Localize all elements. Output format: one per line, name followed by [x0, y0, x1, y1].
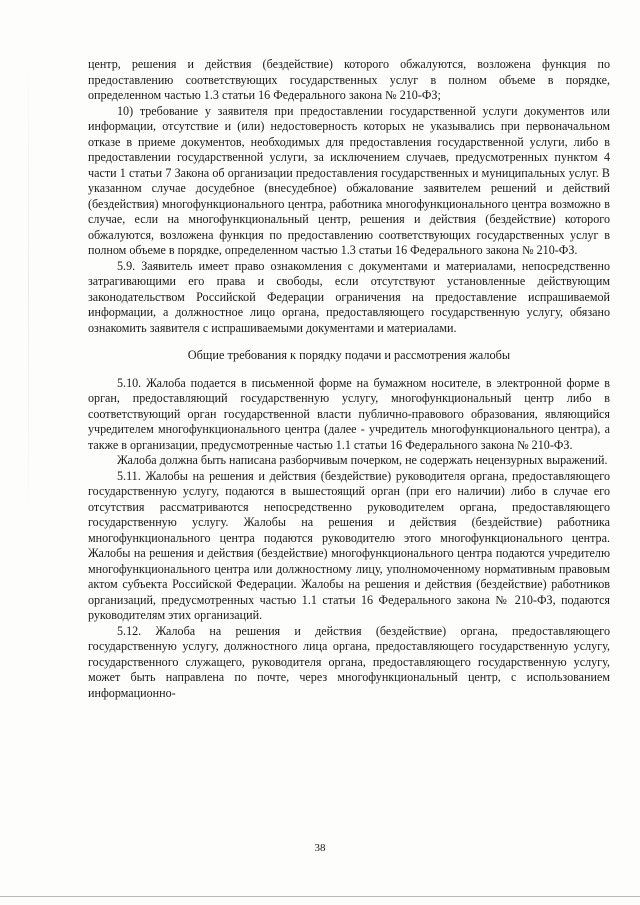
- scan-shadow: [28, 40, 29, 870]
- section-heading: Общие требования к порядку подачи и рассмотрения жалобы: [187, 348, 511, 362]
- document-body: [88, 57, 610, 701]
- paragraph-5-11: 5.11. Жалобы на решения и действия (бездействие) руководителя органа, предоставляющего государственную услугу, подаются в вышестоящий орган (при его наличии) либо в случае его отсутствия рассматриваются непосредственно руководителем органа, предоставляющего государственную услугу. Жалобы на решения и действия (бездействие) работника многофункционального центра подаются руководителю этого многофункционального центра. Жалобы на решения и действия (бездействие) многофункционального центра подаются учредителю многофункционального центра или должностному лицу, уполномоченному нормативным правовым актом субъекта Российской Федерации. Жалобы на решения и действия (бездействие) работников организаций, предусмотренных частью 1.1 статьи 16 Федерального закона № 210-ФЗ, подаются руководителям этих организаций.: [88, 468, 610, 622]
- paragraph-5-12: 5.12. Жалоба на решения и действия (бездействие) органа, предоставляющего государственную услугу, должностного лица органа, предоставляющего государственную услугу, государственного служащего, руководителя органа, предоставляющего государственную услугу, может быть направлена по почте, через многофункциональный центр, с использованием информационно-: [88, 623, 610, 700]
- paragraph-5-10: 5.10. Жалоба подается в письменной форме на бумажном носителе, в электронной форме в орган, предоставляющий государственную услугу, многофункциональный центр либо в соответствующий орган государственной власти публично-правового образования, являющийся учредителем многофункционального центра (далее - учредитель многофункционального центра), а также в организации, предусмотренные частью 1.1 статьи 16 Федерального закона № 210-ФЗ.: [88, 375, 610, 452]
- paragraph-item-10: 10) требование у заявителя при предоставлении государственной услуги документов или информации, отсутствие и (или) недостоверность которых не указывались при первоначальном отказе в приеме документов, необходимых для предоставления государственной услуги, либо в предоставлении государственной услуги, за исключением случаев, предусмотренных пунктом 4 части 1 статьи 7 Закона об организации предоставления государственных и муниципальных услуг. В указанном случае досудебное (внесудебное) обжалование заявителем решений и действий (бездействия) многофункционального центра, работника многофункционального центра возможно в случае, если на многофункциональный центр, решения и действия (бездействие) которого обжалуются, возложена функция по предоставлению соответствующих государственных услуг в полном объеме в порядке, определенном частью 1.3 статьи 16 Федерального закона № 210-ФЗ.: [88, 103, 610, 257]
- paragraph-5-9: 5.9. Заявитель имеет право ознакомления с документами и материалами, непосредственно затрагивающими его права и свободы, если отсутствуют установленные действующим законодательством Российской Федерации ограничения на предоставление испрашиваемой информации, а должностное лицо органа, предоставляющего государственную услугу, обязано ознакомить заявителя с испрашиваемыми документами и материалами.: [88, 258, 610, 335]
- paragraph-continuation: центр, решения и действия (бездействие) которого обжалуются, возложена функция по предоставлению соответствующих государственных услуг в полном объеме в порядке, определенном частью 1.3 статьи 16 Федерального закона № 210-ФЗ;: [88, 57, 610, 102]
- scan-bottom-edge: [0, 896, 640, 897]
- page-number: 38: [314, 842, 326, 854]
- paragraph-complaint-requirements: Жалоба должна быть написана разборчивым почерком, не содержать нецензурных выражений.: [117, 453, 608, 467]
